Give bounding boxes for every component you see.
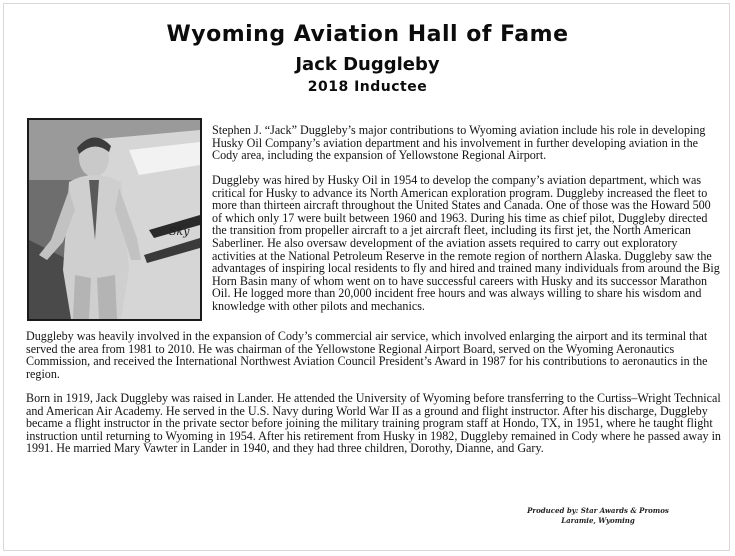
plane-lettering: Sky [169,225,190,238]
bio-paragraph-4: Born in 1919, Jack Duggleby was raised in Lander. He attended the University of Wyoming before transferring to the Curtiss–Wright Technical and American Air Academy. He served in the U.S. Navy during World War II as a ground and flight instructor. After his discharge, Duggleby became a flight instructor in the private sector before joining the military training program staff at Hondo, TX, in 1951, where he taught flight instruction until returning to Wyoming in 1954. After his retirement from Husky in 1982, Duggleby remained in Cody where he passed away in 1991. He married Mary Vawter in Lander in 1940, and they had three children, Dorothy, Dianne, and Gary. [26,391,721,456]
bio-paragraph-2: Duggleby was hired by Husky Oil in 1954 to develop the company’s aviation department, which was critical for Husky to advance its North American exploration program. Duggleby increased the fleet to more than thirteen aircraft throughout the United States and Canada. One of those was the Howard 500 of which only 17 were built between 1960 and 1963. During his time as chief pilot, Duggleby directed the transition from propeller aircraft to a jet aircraft fleet, including its first jet, the North American Saberliner. He also oversaw development of the aviation assets required to carry out exploratory activities at the National Petroleum Reserve in the remote region of northern Alaska. Duggleby saw the advantages of inspiring local residents to fly and hired and trained many individuals from around the Big Horn Basin many of whom went on to have successful careers with Husky and its successor Marathon Oil. He logged more than 20,000 incident free hours and was always willing to share his wisdom and knowledge with other pilots and mechanics. [212,173,720,313]
producer-line-1: Produced by: Star Awards & Promos [527,506,669,515]
bio-paragraph-1: Stephen J. “Jack” Duggleby’s major contributions to Wyoming aviation include his role in developing Husky Oil Company’s aviation department and his involvement in further developing aviation in the Cody area, including the expansion of Yellowstone Regional Airport. [212,123,706,163]
inductee-year: 2018 Inductee [307,79,428,95]
inductee-name: Jack Duggleby [295,54,440,75]
producer-line-2: Laramie, Wyoming [561,516,635,525]
hall-of-fame-title: Wyoming Aviation Hall of Fame [166,22,569,47]
bio-paragraph-3: Duggleby was heavily involved in the expansion of Cody’s commercial air service, which involved enlarging the airport and its terminal that served the area from 1981 to 2010. He was chairman of the Yellowstone Regional Airport Board, served on the Wyoming Aeronautics Commission, and received the International Northwest Aviation Council President’s Award in 1987 for his contributions to aeronautics in the region. [26,329,708,381]
portrait-photo [27,118,202,321]
producer-credit [478,506,718,526]
